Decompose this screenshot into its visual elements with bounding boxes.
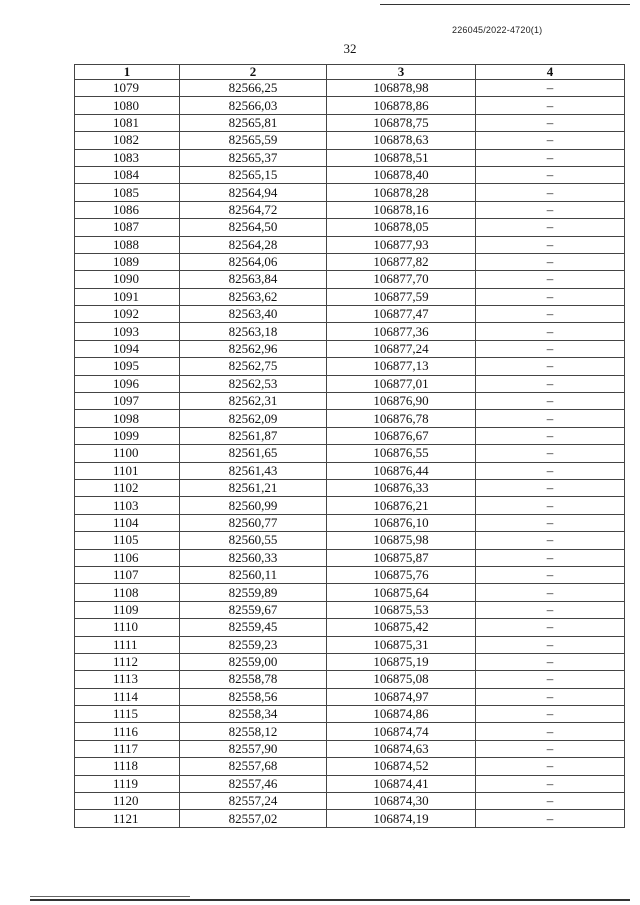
cell-col-3: 106876,55	[327, 445, 476, 462]
cell-col-2: 82560,77	[180, 514, 327, 531]
cell-col-1: 1120	[75, 793, 180, 810]
cell-col-1: 1108	[75, 584, 180, 601]
cell-col-4: –	[476, 775, 625, 792]
cell-col-1: 1091	[75, 288, 180, 305]
cell-col-4: –	[476, 566, 625, 583]
table-row	[75, 584, 625, 601]
cell-col-4: –	[476, 427, 625, 444]
cell-col-2: 82565,37	[180, 149, 327, 166]
cell-col-2: 82558,78	[180, 671, 327, 688]
cell-col-4: –	[476, 549, 625, 566]
cell-col-1: 1112	[75, 653, 180, 670]
cell-col-1: 1086	[75, 201, 180, 218]
table-row	[75, 132, 625, 149]
cell-col-4: –	[476, 723, 625, 740]
cell-col-2: 82559,89	[180, 584, 327, 601]
cell-col-2: 82560,55	[180, 532, 327, 549]
cell-col-3: 106878,28	[327, 184, 476, 201]
table-row	[75, 514, 625, 531]
table-row	[75, 445, 625, 462]
cell-col-1: 1103	[75, 497, 180, 514]
cell-col-2: 82558,12	[180, 723, 327, 740]
cell-col-1: 1088	[75, 236, 180, 253]
cell-col-2: 82560,11	[180, 566, 327, 583]
cell-col-2: 82565,15	[180, 166, 327, 183]
cell-col-4: –	[476, 462, 625, 479]
table-row	[75, 775, 625, 792]
cell-col-1: 1104	[75, 514, 180, 531]
coordinates-table	[74, 64, 625, 828]
cell-col-4: –	[476, 97, 625, 114]
cell-col-1: 1106	[75, 549, 180, 566]
table-row	[75, 288, 625, 305]
cell-col-3: 106877,59	[327, 288, 476, 305]
bottom-rule	[30, 899, 630, 901]
table-row	[75, 462, 625, 479]
cell-col-2: 82564,28	[180, 236, 327, 253]
cell-col-1: 1097	[75, 393, 180, 410]
cell-col-3: 106874,74	[327, 723, 476, 740]
cell-col-2: 82561,43	[180, 462, 327, 479]
cell-col-3: 106876,10	[327, 514, 476, 531]
table-header-row	[75, 65, 625, 80]
cell-col-4: –	[476, 619, 625, 636]
cell-col-2: 82564,94	[180, 184, 327, 201]
bottom-rule-thin	[30, 896, 190, 897]
cell-col-1: 1114	[75, 688, 180, 705]
table-row	[75, 566, 625, 583]
table-row	[75, 236, 625, 253]
cell-col-3: 106878,05	[327, 219, 476, 236]
cell-col-4: –	[476, 671, 625, 688]
column-header-2: 2	[180, 65, 327, 80]
cell-col-1: 1107	[75, 566, 180, 583]
table-row	[75, 706, 625, 723]
table-row	[75, 601, 625, 618]
cell-col-4: –	[476, 358, 625, 375]
cell-col-3: 106874,86	[327, 706, 476, 723]
cell-col-4: –	[476, 584, 625, 601]
cell-col-1: 1079	[75, 80, 180, 97]
cell-col-2: 82559,23	[180, 636, 327, 653]
table-row	[75, 758, 625, 775]
table-row	[75, 549, 625, 566]
cell-col-1: 1109	[75, 601, 180, 618]
cell-col-1: 1113	[75, 671, 180, 688]
cell-col-3: 106876,33	[327, 479, 476, 496]
cell-col-4: –	[476, 758, 625, 775]
cell-col-4: –	[476, 497, 625, 514]
table-row	[75, 166, 625, 183]
table-row	[75, 271, 625, 288]
table-row	[75, 184, 625, 201]
cell-col-1: 1085	[75, 184, 180, 201]
table-row	[75, 393, 625, 410]
cell-col-2: 82557,68	[180, 758, 327, 775]
cell-col-3: 106877,36	[327, 323, 476, 340]
cell-col-3: 106875,31	[327, 636, 476, 653]
cell-col-2: 82559,45	[180, 619, 327, 636]
cell-col-2: 82562,09	[180, 410, 327, 427]
table-row	[75, 80, 625, 97]
cell-col-4: –	[476, 236, 625, 253]
cell-col-2: 82564,06	[180, 253, 327, 270]
cell-col-2: 82557,90	[180, 740, 327, 757]
cell-col-4: –	[476, 323, 625, 340]
table-row	[75, 671, 625, 688]
table-row	[75, 427, 625, 444]
cell-col-3: 106875,87	[327, 549, 476, 566]
cell-col-2: 82563,18	[180, 323, 327, 340]
cell-col-3: 106874,63	[327, 740, 476, 757]
cell-col-1: 1082	[75, 132, 180, 149]
cell-col-2: 82562,96	[180, 340, 327, 357]
cell-col-4: –	[476, 201, 625, 218]
cell-col-3: 106877,13	[327, 358, 476, 375]
cell-col-3: 106875,42	[327, 619, 476, 636]
cell-col-3: 106877,93	[327, 236, 476, 253]
cell-col-3: 106877,01	[327, 375, 476, 392]
cell-col-3: 106874,52	[327, 758, 476, 775]
cell-col-2: 82564,72	[180, 201, 327, 218]
cell-col-3: 106874,30	[327, 793, 476, 810]
table-row	[75, 740, 625, 757]
cell-col-2: 82560,33	[180, 549, 327, 566]
table-row	[75, 358, 625, 375]
cell-col-2: 82562,75	[180, 358, 327, 375]
column-header-4: 4	[476, 65, 625, 80]
cell-col-3: 106877,47	[327, 306, 476, 323]
cell-col-1: 1094	[75, 340, 180, 357]
table-row	[75, 253, 625, 270]
cell-col-3: 106874,97	[327, 688, 476, 705]
table-row	[75, 688, 625, 705]
cell-col-3: 106878,51	[327, 149, 476, 166]
cell-col-2: 82559,00	[180, 653, 327, 670]
cell-col-4: –	[476, 653, 625, 670]
table-row	[75, 636, 625, 653]
cell-col-2: 82557,02	[180, 810, 327, 827]
table-row	[75, 479, 625, 496]
cell-col-4: –	[476, 810, 625, 827]
cell-col-3: 106877,24	[327, 340, 476, 357]
cell-col-3: 106876,44	[327, 462, 476, 479]
cell-col-1: 1101	[75, 462, 180, 479]
cell-col-3: 106878,16	[327, 201, 476, 218]
cell-col-2: 82565,81	[180, 114, 327, 131]
cell-col-2: 82561,21	[180, 479, 327, 496]
cell-col-4: –	[476, 166, 625, 183]
cell-col-2: 82558,56	[180, 688, 327, 705]
cell-col-4: –	[476, 149, 625, 166]
cell-col-4: –	[476, 410, 625, 427]
cell-col-2: 82563,62	[180, 288, 327, 305]
cell-col-2: 82562,31	[180, 393, 327, 410]
cell-col-3: 106875,53	[327, 601, 476, 618]
cell-col-2: 82559,67	[180, 601, 327, 618]
cell-col-4: –	[476, 445, 625, 462]
table-row	[75, 793, 625, 810]
cell-col-1: 1080	[75, 97, 180, 114]
cell-col-1: 1089	[75, 253, 180, 270]
cell-col-1: 1087	[75, 219, 180, 236]
column-header-1: 1	[75, 65, 180, 80]
cell-col-4: –	[476, 375, 625, 392]
cell-col-3: 106878,75	[327, 114, 476, 131]
cell-col-4: –	[476, 479, 625, 496]
cell-col-1: 1118	[75, 758, 180, 775]
cell-col-3: 106876,21	[327, 497, 476, 514]
cell-col-2: 82562,53	[180, 375, 327, 392]
document-id: 226045/2022-4720(1)	[452, 25, 543, 35]
cell-col-1: 1115	[75, 706, 180, 723]
cell-col-1: 1081	[75, 114, 180, 131]
cell-col-4: –	[476, 340, 625, 357]
cell-col-4: –	[476, 514, 625, 531]
cell-col-4: –	[476, 253, 625, 270]
cell-col-2: 82560,99	[180, 497, 327, 514]
cell-col-2: 82557,46	[180, 775, 327, 792]
cell-col-4: –	[476, 601, 625, 618]
cell-col-4: –	[476, 288, 625, 305]
cell-col-4: –	[476, 114, 625, 131]
cell-col-1: 1121	[75, 810, 180, 827]
cell-col-3: 106875,64	[327, 584, 476, 601]
table-row	[75, 532, 625, 549]
cell-col-3: 106876,67	[327, 427, 476, 444]
cell-col-1: 1100	[75, 445, 180, 462]
cell-col-3: 106877,70	[327, 271, 476, 288]
cell-col-2: 82558,34	[180, 706, 327, 723]
table-row	[75, 323, 625, 340]
table-row	[75, 201, 625, 218]
table-row	[75, 97, 625, 114]
table-body	[75, 80, 625, 828]
cell-col-4: –	[476, 306, 625, 323]
cell-col-1: 1096	[75, 375, 180, 392]
cell-col-4: –	[476, 80, 625, 97]
cell-col-1: 1083	[75, 149, 180, 166]
table-row	[75, 653, 625, 670]
cell-col-2: 82563,84	[180, 271, 327, 288]
cell-col-1: 1095	[75, 358, 180, 375]
cell-col-3: 106874,19	[327, 810, 476, 827]
cell-col-2: 82565,59	[180, 132, 327, 149]
cell-col-3: 106878,98	[327, 80, 476, 97]
table-row	[75, 149, 625, 166]
table-row	[75, 375, 625, 392]
table-row	[75, 410, 625, 427]
table-row	[75, 619, 625, 636]
cell-col-2: 82561,65	[180, 445, 327, 462]
cell-col-1: 1098	[75, 410, 180, 427]
cell-col-4: –	[476, 793, 625, 810]
cell-col-4: –	[476, 636, 625, 653]
cell-col-1: 1111	[75, 636, 180, 653]
cell-col-4: –	[476, 706, 625, 723]
cell-col-1: 1102	[75, 479, 180, 496]
cell-col-1: 1084	[75, 166, 180, 183]
table-row	[75, 723, 625, 740]
cell-col-3: 106876,90	[327, 393, 476, 410]
cell-col-3: 106875,08	[327, 671, 476, 688]
column-header-3: 3	[327, 65, 476, 80]
cell-col-4: –	[476, 271, 625, 288]
cell-col-3: 106874,41	[327, 775, 476, 792]
cell-col-3: 106877,82	[327, 253, 476, 270]
cell-col-3: 106876,78	[327, 410, 476, 427]
cell-col-2: 82557,24	[180, 793, 327, 810]
cell-col-2: 82566,25	[180, 80, 327, 97]
cell-col-1: 1117	[75, 740, 180, 757]
cell-col-4: –	[476, 688, 625, 705]
cell-col-1: 1116	[75, 723, 180, 740]
cell-col-1: 1105	[75, 532, 180, 549]
table-row	[75, 306, 625, 323]
table-row	[75, 219, 625, 236]
cell-col-4: –	[476, 740, 625, 757]
cell-col-4: –	[476, 132, 625, 149]
table-row	[75, 497, 625, 514]
table-row	[75, 810, 625, 827]
top-rule	[380, 4, 630, 5]
cell-col-4: –	[476, 219, 625, 236]
table-row	[75, 340, 625, 357]
cell-col-2: 82561,87	[180, 427, 327, 444]
cell-col-3: 106875,19	[327, 653, 476, 670]
table-row	[75, 114, 625, 131]
cell-col-3: 106878,63	[327, 132, 476, 149]
cell-col-1: 1092	[75, 306, 180, 323]
cell-col-1: 1099	[75, 427, 180, 444]
cell-col-2: 82566,03	[180, 97, 327, 114]
cell-col-1: 1093	[75, 323, 180, 340]
cell-col-3: 106875,98	[327, 532, 476, 549]
cell-col-2: 82563,40	[180, 306, 327, 323]
page-number: 32	[343, 41, 357, 56]
cell-col-2: 82564,50	[180, 219, 327, 236]
cell-col-4: –	[476, 393, 625, 410]
cell-col-1: 1090	[75, 271, 180, 288]
cell-col-3: 106875,76	[327, 566, 476, 583]
cell-col-4: –	[476, 532, 625, 549]
cell-col-1: 1119	[75, 775, 180, 792]
cell-col-3: 106878,86	[327, 97, 476, 114]
cell-col-3: 106878,40	[327, 166, 476, 183]
cell-col-1: 1110	[75, 619, 180, 636]
cell-col-4: –	[476, 184, 625, 201]
